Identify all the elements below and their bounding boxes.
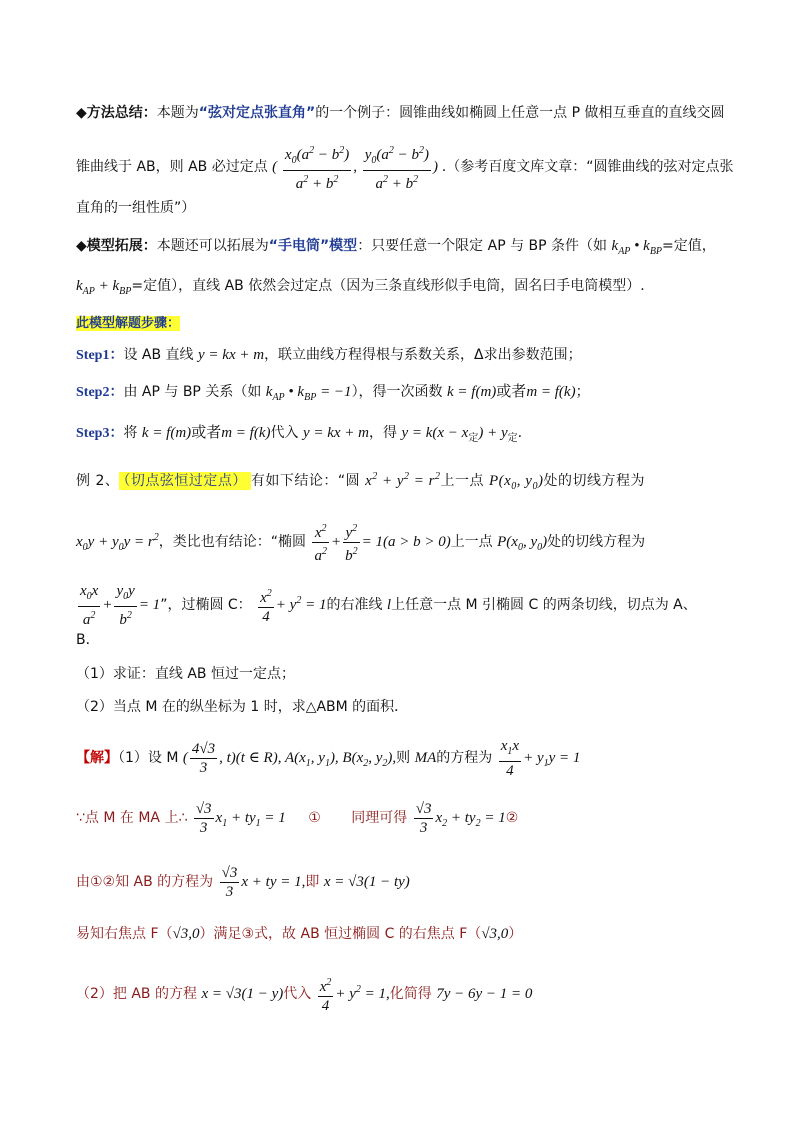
example-tag: （切点弦恒过定点） [119, 472, 251, 490]
extension-line-2: $k_{AP} + k_{BP}=$定值），直线 AB 依然会过定点（因为三条直线形似手电筒，固名曰手电筒模型）. [76, 278, 645, 297]
summary-line-2: 锥曲线于 AB，则 AB 必过定点 ( $\frac{x_0(a^2 - b^2)}{a^2 + b^2}$ , $\frac{y_0(a^2 - b^2)}{a^2 + b^2}$ ) .（参考百度文库文章：“圆锥曲线的弦对定点张 [76, 142, 733, 193]
solution-line-3: 由①②知 AB 的方程为 $\frac{√3}{3}$ x + ty = 1,即 x = √3(1 − ty) [76, 865, 410, 900]
step-3: Step3：将 k = f(m)或者m = f(k)代入 y = kx + m，得 $y = k(x - x_定) + y_定$. [76, 425, 523, 444]
summary-line-1: ◆方法总结：本题为“弦对定点张直角”的一个例子：圆锥曲线如椭圆上任意一点 P 做相互垂直的直线交圆 [76, 105, 725, 121]
solution-line-5: （2）把 AB 的方程 x = √3(1 − y)代入 $\frac{x^2}{4}$ + $y^2 = 1$,化简得 7y − 6y − 1 = 0 [76, 974, 532, 1015]
example-line-1: 例 2、 （切点弦恒过定点） 有如下结论：“圆 $x^2 + y^2 = r^2$上一点 $P(x_0$, $y_0$)处的切线方程为 [76, 471, 645, 492]
question-1: （1）求证：直线 AB 恒过一定点； [76, 666, 295, 682]
extension-line-1: ◆模型拓展：本题还可以拓展为“手电筒”模型：只要任意一个限定 AP 与 BP 条件（如 $k_{AP}$ • $k_{BP}=$定值， [76, 238, 716, 257]
steps-heading: 此模型解题步骤： [76, 316, 181, 331]
summary-line-3: 直角的一组性质”） [76, 200, 196, 216]
example-line-4: B． [76, 632, 100, 648]
step-2: Step2：由 AP 与 BP 关系（如 $k_{AP}$ • $k_{BP} = -1$），得一次函数 k = f(m)或者m = f(k)； [76, 384, 590, 403]
example-line-3: $\frac{x_0x}{a^2}$ + $\frac{y_0y}{b^2}$ = 1”，过椭圆 C： $\frac{x^2}{4}$ + $y^2 = 1$的右准线 l上任意一点 M 引椭圆 C 的两条切线，切点为 A、 [80, 583, 697, 628]
example-line-2: $x_0y + y_0y = r^2$，类比也有结论：“椭圆 $\frac{x^2}{a^2}$ + $\frac{y^2}{b^2}$ = 1(a > b > 0)上一点 $P(x_0$, $y_0$)处的切线方程为 [76, 520, 645, 565]
extension-label: ◆模型拓展： [76, 238, 157, 254]
solution-label: 【解】 [76, 749, 118, 766]
solution-line-1: 【解】（1）设 M ( $\frac{4√3}{3}$ , t)(t ∈ R), $A(x_1$, $y_1$), $B(x_2$, $y_2$),则 MA的方程为 $\frac{x_1x}{4}$ + $y_1y = 1$ [76, 738, 581, 779]
question-2: （2）当点 M 在的纵坐标为 1 时，求△ABM 的面积． [76, 699, 409, 715]
fixed-point-formula: ( $\frac{x_0(a^2 - b^2)}{a^2 + b^2}$ , $\frac{y_0(a^2 - b^2)}{a^2 + b^2}$ ) [272, 159, 442, 175]
solution-line-2: ∵点 M 在 MA 上∴ $\frac{√3}{3}$ $x_1 + ty_1 = 1$ ① 同理可得 $\frac{√3}{3}$ $x_2 + ty_2$ = 1② [76, 801, 519, 836]
extension-emphasis: “手电筒”模型 [268, 238, 358, 254]
summary-emphasis: “弦对定点张直角” [198, 105, 316, 121]
summary-label: ◆方法总结： [76, 105, 157, 121]
solution-line-4: 易知右焦点 F（√3,0）满足③式，故 AB 恒过椭圆 C 的右焦点 F（√3,0） [76, 926, 523, 942]
step-1: Step1：设 AB 直线 y = kx + m，联立曲线方程得根与系数关系，Δ求出参数范围； [76, 347, 582, 363]
